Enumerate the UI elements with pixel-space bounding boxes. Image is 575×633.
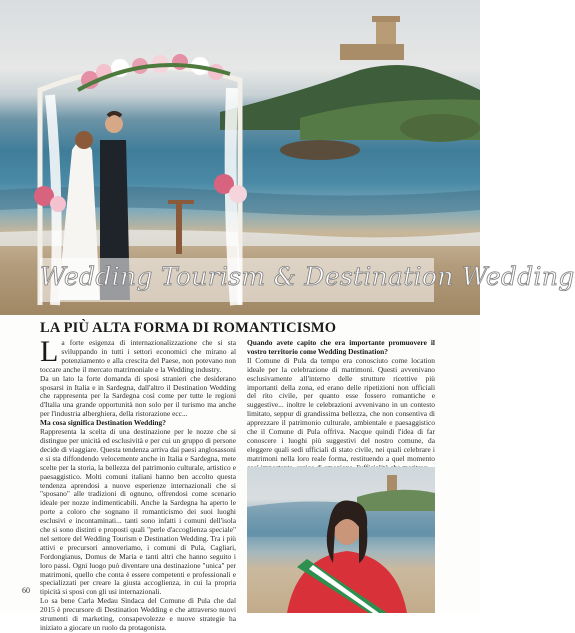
paragraph: Lo sa bene Carla Medau Sindaca del Comune di Pula che dal 2015 è precursore di Destination Wedding e che attraverso nuovi strumenti di marketing, consapevolezze e nuove strategie ha iniziato a giocare un ruolo da protagonista.	[40, 596, 236, 632]
page-number: 60	[22, 586, 30, 595]
article-column-right	[247, 339, 435, 473]
article-column-left	[40, 335, 236, 633]
interview-question: Ma cosa significa Destination Wedding?	[40, 418, 166, 428]
banner-title: Wedding Tourism & Destination Wedding	[40, 262, 575, 291]
portrait-illustration	[247, 467, 435, 613]
interview-question: Quando avete capito che era importante promuovere il vostro territorio come Wedding Destination?	[247, 338, 435, 356]
paragraph: Rappresenta la scelta di una destinazione per le nozze che si distingue per unicità ed esclusività e per cui un gruppo di persone decide di viaggiare. Questa tendenza arriva dai paesi anglosassoni e si sta diffondendo velocemente anche in Italia e Sardegna, mete scelte per la storia, la bellezza del patrimonio culturale, artistico e paesaggistico. Molti comuni italiani hanno ben accolto questa tendenza aprendosi a nuove esperienze internazionali che si "sposano" alle tradizioni di ognuno, offrendosi come scenario ideale per nozze indimenticabili. Anche la Sardegna ha aperto le porte a coloro che sognano il romanticismo dei suoi luoghi esclusivi e incontaminati... tanti sono infatti i comuni dell'isola che si sono distinti e proposti quali "perle d'accoglienza speciale" nel settore del Wedding Tourism e Destination Wedding. Tra i più attivi e precursori annoveriamo, i comuni di Pula, Cagliari, Fordongianus, Domus de Maria e tanti altri che hanno seguito i loro passi. Ogni luogo può diventare una destinazione "unica" per matrimoni, quello che conta è essere competenti e professionali e specializzati per creare la giusta accoglienza, in cui la propria tipicità si sposi con gli usi internazionali.	[40, 427, 236, 597]
paragraph: Il Comune di Pula da tempo era conosciuto come location ideale per la celebrazione di matrimoni. Questi avvenivano esclusivamente all'interno delle strutture ricettive più importanti della zona, ed erano delle ripetizioni non ufficiali del rito civile, per quanto esse fossero romantiche e suggestive... inoltre le celebrazioni avvenivano in un contesto limitato, seppur di grandissima bellezza, che non consentiva di apprezzare il patrimonio culturale, ambientale e paesaggistico che il Comune di Pula offriva. Nacque quindi l'idea di far conoscere i luoghi più suggestivi del nostro comune, da eleggere quali sedi ufficiali di stato civile, nei quali celebrare i matrimoni nella loro reale forma, restituendo a quel momento	[247, 355, 435, 463]
rocks	[280, 140, 360, 160]
red-dress	[287, 551, 407, 613]
ceremony-table	[168, 200, 194, 204]
drop-cap: L	[40, 335, 59, 368]
intro-paragraph: La forte esigenza di internazionalizzazione che si sta sviluppando in tutti i settori economici che mirano al potenziamento e alla crescita del Paese, non potevano non toccare anche il mercato matrimoniale e la Wedding industry.	[40, 335, 236, 374]
mayor-portrait-photo	[247, 467, 435, 613]
paragraph: Da un lato la forte domanda di sposi stranieri che desiderano sposarsi in Italia e in Sardegna, dall'altro il Destination Wedding che rappresenta per la Sardegna così come per tutte le regioni d'Italia una grande opportunità non solo per il turismo ma anche per l'industria alberghiera, della ristorazione ecc...	[40, 373, 236, 419]
headland	[357, 490, 435, 511]
fortress-wall	[340, 44, 404, 60]
article-headline: LA PIÙ ALTA FORMA DI ROMANTICISMO	[40, 320, 337, 336]
